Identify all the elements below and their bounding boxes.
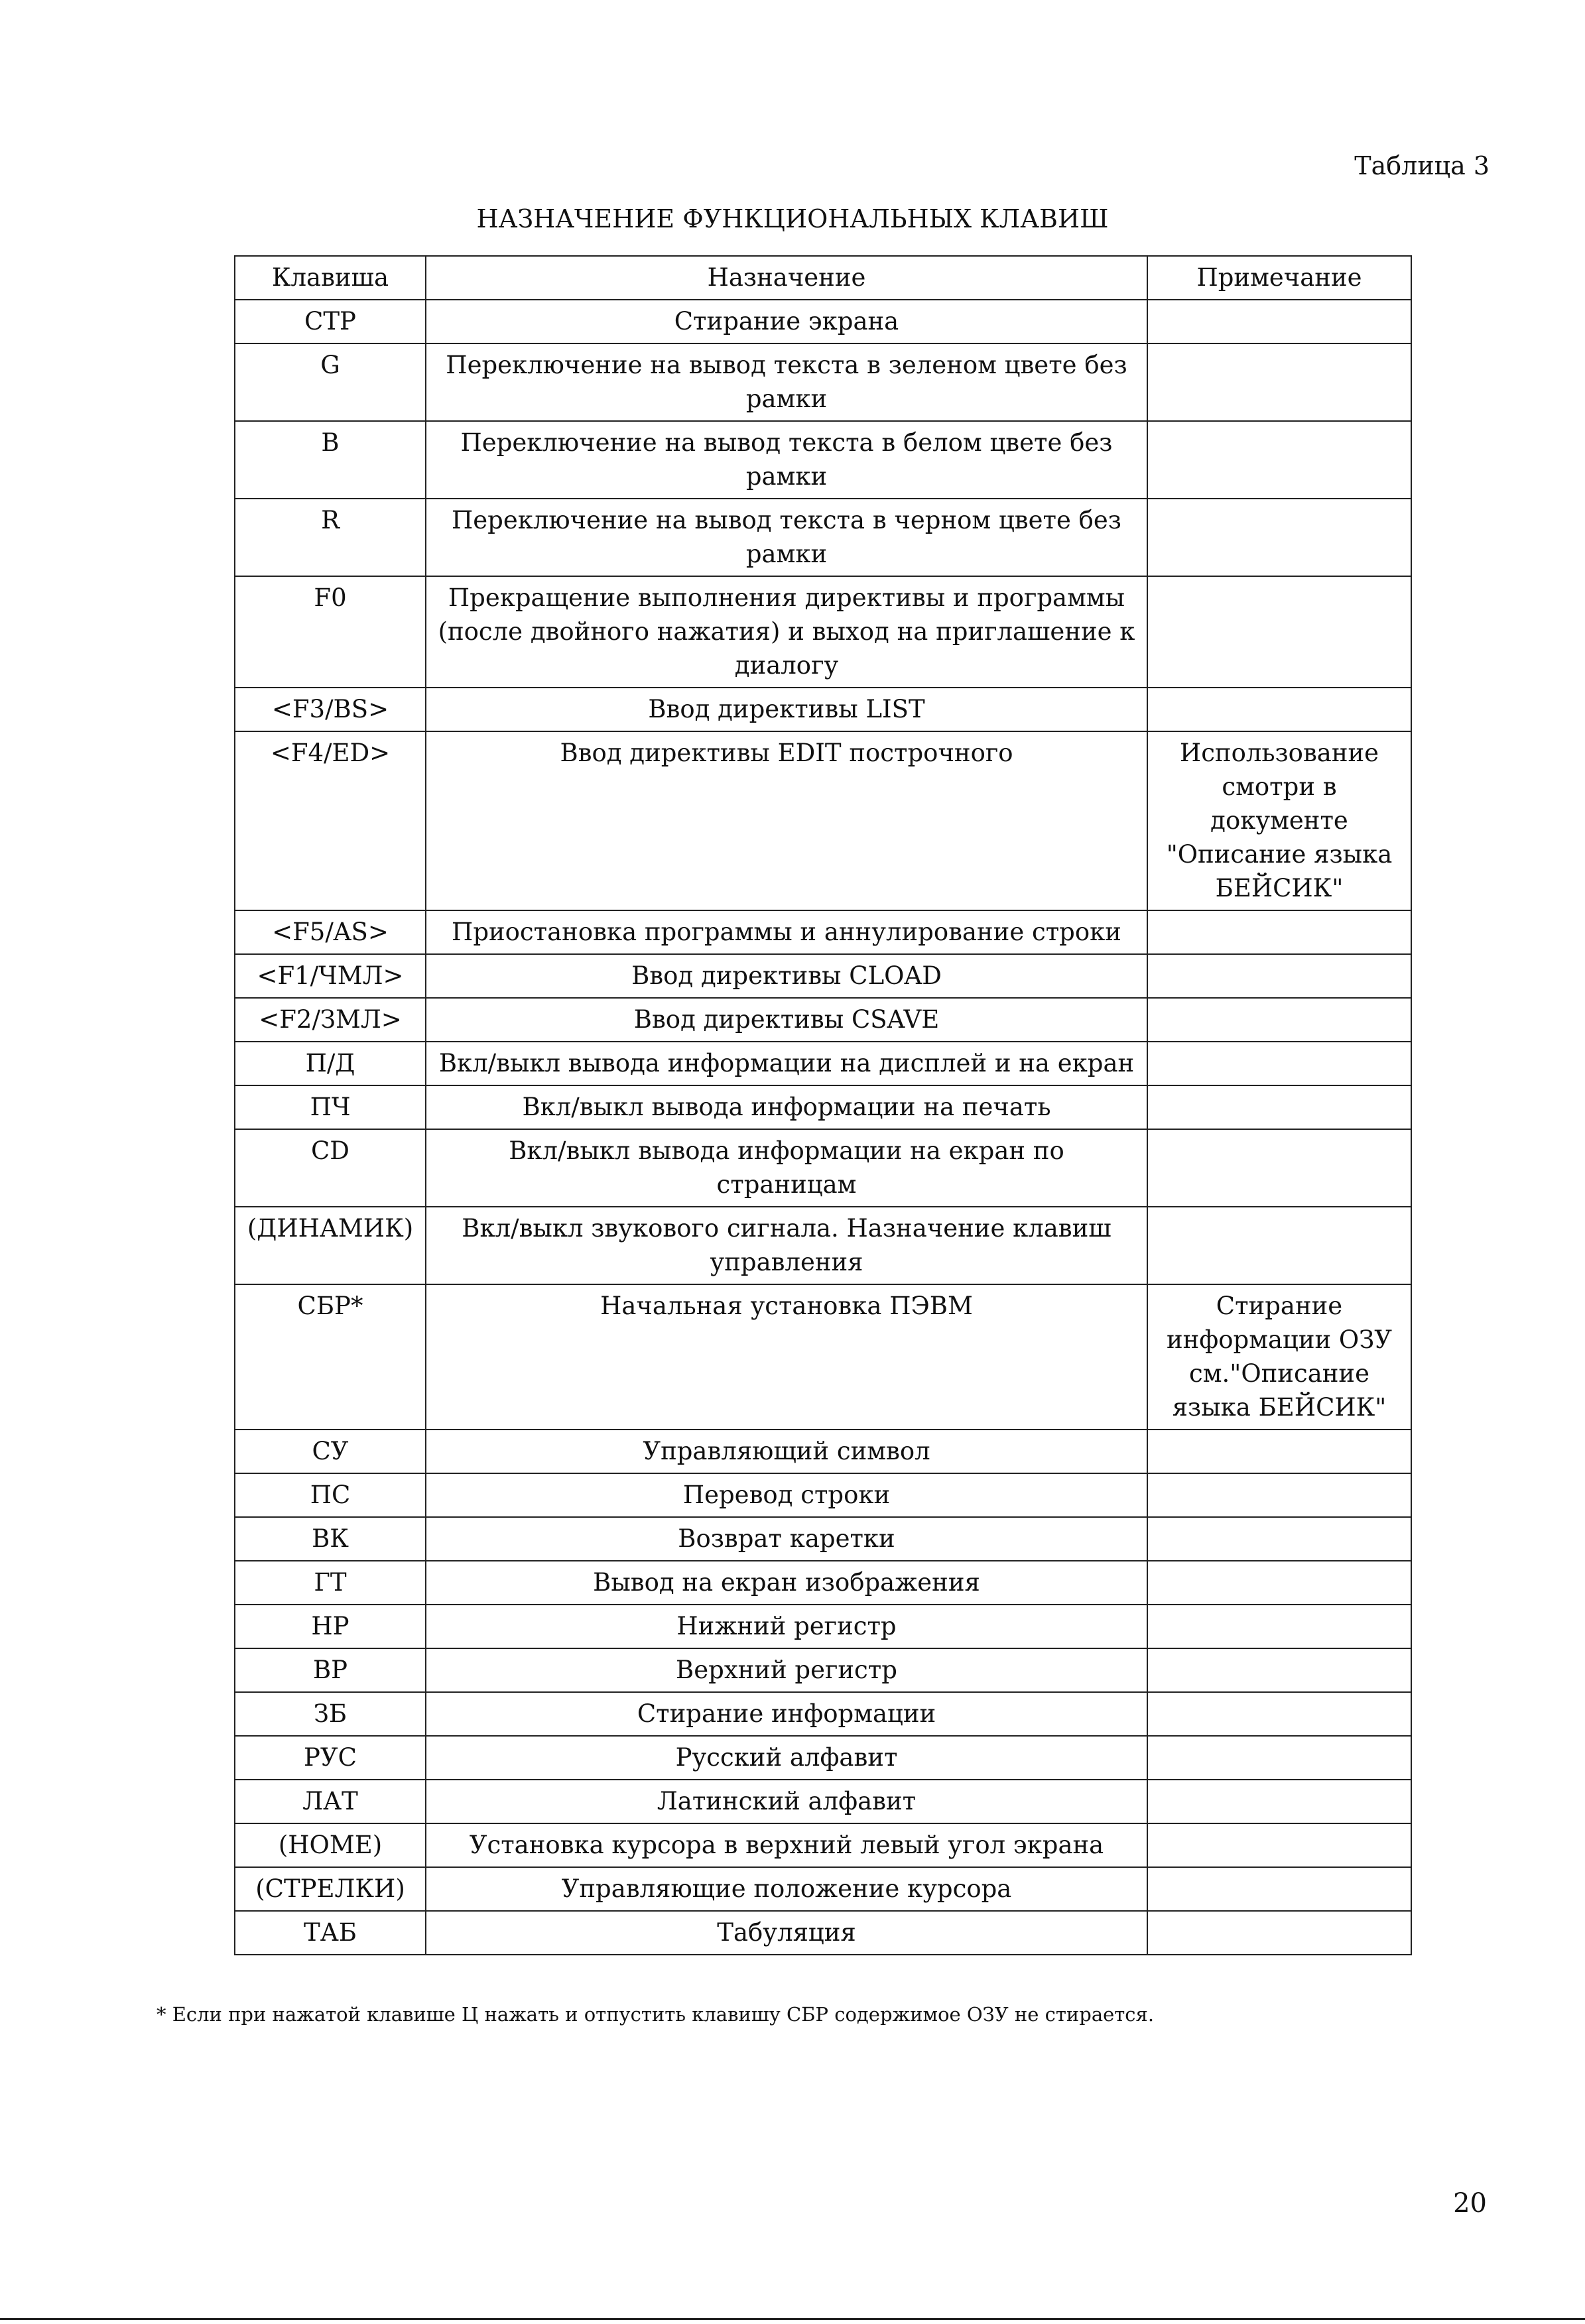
cell-key: G [235, 343, 426, 421]
page-number: 20 [1453, 2188, 1487, 2219]
table-row [235, 1284, 1411, 1430]
table-row [235, 1911, 1411, 1955]
cell-note [1147, 1911, 1411, 1955]
table-row [235, 499, 1411, 576]
table-row [235, 998, 1411, 1042]
table-row [235, 1648, 1411, 1692]
table-row [235, 343, 1411, 421]
cell-key: ЛАТ [235, 1780, 426, 1823]
table-row [235, 1517, 1411, 1561]
cell-purpose: Стирание экрана [426, 300, 1147, 343]
cell-purpose: Ввод директивы EDIT построчного [426, 731, 1147, 910]
cell-note [1147, 1129, 1411, 1207]
cell-purpose: Латинский алфавит [426, 1780, 1147, 1823]
cell-purpose: Вкл/выкл звукового сигнала. Назначение клавиш управления [426, 1207, 1147, 1284]
cell-note: Стирание информации ОЗУ см."Описание языка БЕЙСИК" [1147, 1284, 1411, 1430]
cell-note [1147, 1430, 1411, 1473]
cell-key: <F3/BS> [235, 688, 426, 731]
column-header-purpose: Назначение [426, 256, 1147, 300]
cell-key: ТАБ [235, 1911, 426, 1955]
cell-purpose: Вкл/выкл вывода информации на печать [426, 1085, 1147, 1129]
document-title: НАЗНАЧЕНИЕ ФУНКЦИОНАЛЬНЫХ КЛАВИШ [476, 204, 1109, 233]
cell-purpose: Табуляция [426, 1911, 1147, 1955]
table-row [235, 731, 1411, 910]
cell-key: CD [235, 1129, 426, 1207]
cell-key: СУ [235, 1430, 426, 1473]
cell-note [1147, 1780, 1411, 1823]
cell-purpose: Прекращение выполнения директивы и программы (после двойного нажатия) и выход на приглашение к диалогу [426, 576, 1147, 688]
cell-note [1147, 1692, 1411, 1736]
table-row [235, 688, 1411, 731]
column-header-key: Клавиша [235, 256, 426, 300]
cell-key: ВР [235, 1648, 426, 1692]
cell-note: Использование смотри в документе "Описание языка БЕЙСИК" [1147, 731, 1411, 910]
cell-purpose: Ввод директивы LIST [426, 688, 1147, 731]
cell-note [1147, 1736, 1411, 1780]
cell-key: (СТРЕЛКИ) [235, 1867, 426, 1911]
cell-key: РУС [235, 1736, 426, 1780]
cell-note [1147, 1473, 1411, 1517]
footnote: * Если при нажатой клавише Ц нажать и отпустить клавишу СБР содержимое ОЗУ не стирается. [157, 2003, 1155, 2026]
cell-note [1147, 1042, 1411, 1085]
cell-note [1147, 499, 1411, 576]
cell-key: F0 [235, 576, 426, 688]
table-number-label: Таблица 3 [1354, 151, 1490, 180]
cell-key: ВК [235, 1517, 426, 1561]
table-row [235, 1736, 1411, 1780]
cell-key: <F1/ЧМЛ> [235, 954, 426, 998]
cell-purpose: Возврат каретки [426, 1517, 1147, 1561]
table-row [235, 1042, 1411, 1085]
cell-key: ЗБ [235, 1692, 426, 1736]
cell-note [1147, 998, 1411, 1042]
cell-purpose: Переключение на вывод текста в белом цвете без рамки [426, 421, 1147, 499]
function-keys-table [234, 255, 1412, 1955]
cell-key: <F4/ED> [235, 731, 426, 910]
table-row [235, 300, 1411, 343]
cell-key: ПЧ [235, 1085, 426, 1129]
cell-purpose: Нижний регистр [426, 1605, 1147, 1648]
table-row [235, 910, 1411, 954]
cell-note [1147, 910, 1411, 954]
cell-purpose: Начальная установка ПЭВМ [426, 1284, 1147, 1430]
cell-purpose: Вкл/выкл вывода информации на дисплей и на екран [426, 1042, 1147, 1085]
cell-key: СТР [235, 300, 426, 343]
cell-note [1147, 1823, 1411, 1867]
table-row [235, 1823, 1411, 1867]
cell-purpose: Стирание информации [426, 1692, 1147, 1736]
cell-note [1147, 576, 1411, 688]
cell-purpose: Русский алфавит [426, 1736, 1147, 1780]
cell-purpose: Верхний регистр [426, 1648, 1147, 1692]
cell-key: <F5/AS> [235, 910, 426, 954]
table-row [235, 1085, 1411, 1129]
cell-note [1147, 1207, 1411, 1284]
cell-key: (HOME) [235, 1823, 426, 1867]
cell-purpose: Переключение на вывод текста в черном цвете без рамки [426, 499, 1147, 576]
table-body [235, 300, 1411, 1955]
cell-note [1147, 688, 1411, 731]
page-bottom-border [0, 2318, 1585, 2320]
cell-key: R [235, 499, 426, 576]
cell-purpose: Установка курсора в верхний левый угол экрана [426, 1823, 1147, 1867]
cell-purpose: Ввод директивы CLOAD [426, 954, 1147, 998]
cell-note [1147, 954, 1411, 998]
table-row [235, 576, 1411, 688]
table-row [235, 421, 1411, 499]
cell-note [1147, 421, 1411, 499]
table-row [235, 1605, 1411, 1648]
cell-purpose: Вкл/выкл вывода информации на екран по страницам [426, 1129, 1147, 1207]
table-row [235, 1207, 1411, 1284]
cell-note [1147, 1605, 1411, 1648]
cell-purpose: Управляющий символ [426, 1430, 1147, 1473]
cell-key: П/Д [235, 1042, 426, 1085]
cell-purpose: Переключение на вывод текста в зеленом цвете без рамки [426, 343, 1147, 421]
cell-note [1147, 1085, 1411, 1129]
cell-key: НР [235, 1605, 426, 1648]
cell-note [1147, 343, 1411, 421]
cell-note [1147, 1867, 1411, 1911]
cell-key: B [235, 421, 426, 499]
table-row [235, 1129, 1411, 1207]
cell-purpose: Приостановка программы и аннулирование строки [426, 910, 1147, 954]
cell-key: СБР* [235, 1284, 426, 1430]
table-row [235, 1780, 1411, 1823]
table-row [235, 1867, 1411, 1911]
cell-key: (ДИНАМИК) [235, 1207, 426, 1284]
cell-key: <F2/ЗМЛ> [235, 998, 426, 1042]
cell-purpose: Ввод директивы CSAVE [426, 998, 1147, 1042]
table-row [235, 1473, 1411, 1517]
table-header-row [235, 256, 1411, 300]
column-header-note: Примечание [1147, 256, 1411, 300]
cell-purpose: Перевод строки [426, 1473, 1147, 1517]
cell-note [1147, 1561, 1411, 1605]
cell-note [1147, 300, 1411, 343]
cell-key: ПС [235, 1473, 426, 1517]
table-row [235, 1561, 1411, 1605]
cell-note [1147, 1648, 1411, 1692]
cell-purpose: Вывод на екран изображения [426, 1561, 1147, 1605]
table-row [235, 1430, 1411, 1473]
table-row [235, 954, 1411, 998]
cell-purpose: Управляющие положение курсора [426, 1867, 1147, 1911]
cell-key: ГТ [235, 1561, 426, 1605]
table-row [235, 1692, 1411, 1736]
cell-note [1147, 1517, 1411, 1561]
